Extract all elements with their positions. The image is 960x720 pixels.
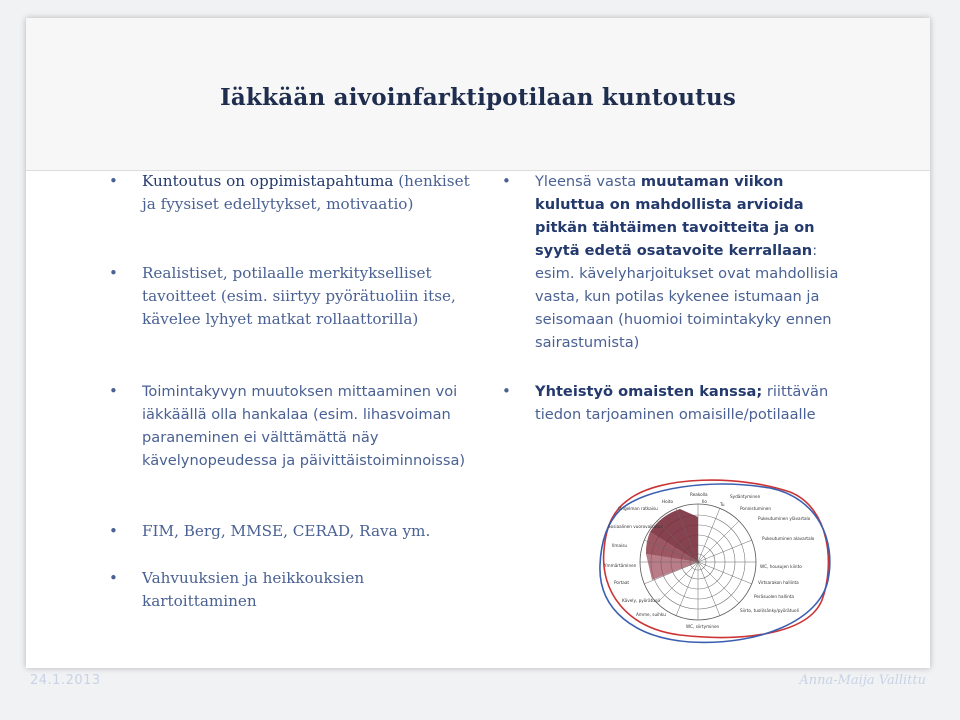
functional-wheel-diagram [590,470,840,648]
diagram-label: Tu [720,502,725,507]
bullet-text: Vahvuuksien ja heikkouksien kartoittaminen [142,569,365,610]
bullet-dot-icon: • [502,382,511,400]
diagram-label: Portaat [614,580,630,585]
bullet-bold-text: Kuntoutus on oppimistapahtuma [142,172,394,190]
diagram-label: Peräsuolen hallinta [754,594,794,599]
diagram-label: WC, housujen kiinto [760,564,802,569]
diagram-label: Siirto, tuoli/sänky/pyörätuoli [740,608,799,613]
bullet-text: riittävän tiedon tarjoaminen omaisille/potilaalle [535,383,829,423]
bullet-text: FIM, Berg, MMSE, CERAD, Rava ym. [142,522,431,540]
bullet-dot-icon: • [109,569,118,587]
bullet-item-strengths [109,567,475,613]
bullet-text: Toimintakyvyn muutoksen mittaaminen voi iäkkäällä olla hankalaa (esim. lihasvoiman paraneminen ei välttämättä näy kävelynopeudessa ja päivittäistoiminnoissa) [142,383,466,469]
bullet-dot-icon: • [502,172,511,190]
bullet-text: Yleensä vasta [535,173,641,190]
bullet-item-measurement [109,380,475,520]
right-bullet-list [502,170,848,426]
diagram-label: Pukeutuminen alavartalo [762,536,815,541]
diagram-label: Sydäntyminen [730,494,761,499]
bullet-dot-icon: • [109,264,118,282]
footer-date: 24.1.2013 [30,673,101,688]
footer-author: Anna-Maija Vallittu [799,673,926,688]
left-bullet-list [109,170,475,613]
bullet-dot-icon: • [109,172,118,190]
bullet-text: Realistiset, potilaalle merkitykselliset tavoitteet (esim. siirtyy pyörätuoliin itse, kävelee lyhyet matkat rollaattorilla) [142,264,456,328]
bullet-item-learning [109,170,475,262]
bullet-text: (henkiset ja fyysiset edellytykset, motivaatio) [142,172,470,213]
diagram-label: Kävely, pyörätuoli [622,598,660,603]
diagram-label: Ymmärtäminen [604,563,637,568]
diagram-label: Ilmaisu [612,543,628,548]
diagram-label: Ilo [702,499,707,504]
diagram-label: Pukeutuminen ylävartalo [758,516,811,521]
bullet-item-scales [109,520,475,567]
diagram-label: Sosiaalinen vuorovaikutus [608,524,663,529]
bullet-dot-icon: • [109,522,118,540]
bullet-bold-text: Yhteistyö omaisten kanssa; [535,383,763,400]
diagram-label: Ongelman ratkaisu [618,506,658,511]
bullet-item-relatives [502,380,848,426]
slide-title: Iäkkään aivoinfarktipotilaan kuntoutus [219,84,737,111]
bullet-bold-text: muutaman viikon kuluttua on mahdollista arvioida pitkän tähtäimen tavoitteita ja on syytä edetä osatavoite kerrallaan [535,173,815,259]
bullet-dot-icon: • [109,382,118,400]
diagram-label: Reakolla [690,492,708,497]
bullet-text: : esim. kävelyharjoitukset ovat mahdollisia vasta, kun potilas kykenee istumaan ja seisomaan (huomioi toimintakyky ennen sairastumista) [535,242,839,351]
bullet-item-goals [109,262,475,380]
diagram-label: Hoito [662,499,674,504]
bullet-item-weeks [502,170,848,380]
diagram-label: Amme, suihku [636,612,666,617]
diagram-label: Virtsarakon hallinta [758,580,799,585]
diagram-label: WC, siirtyminen [686,624,720,629]
diagram-label: Ponnistuminen [740,506,772,511]
